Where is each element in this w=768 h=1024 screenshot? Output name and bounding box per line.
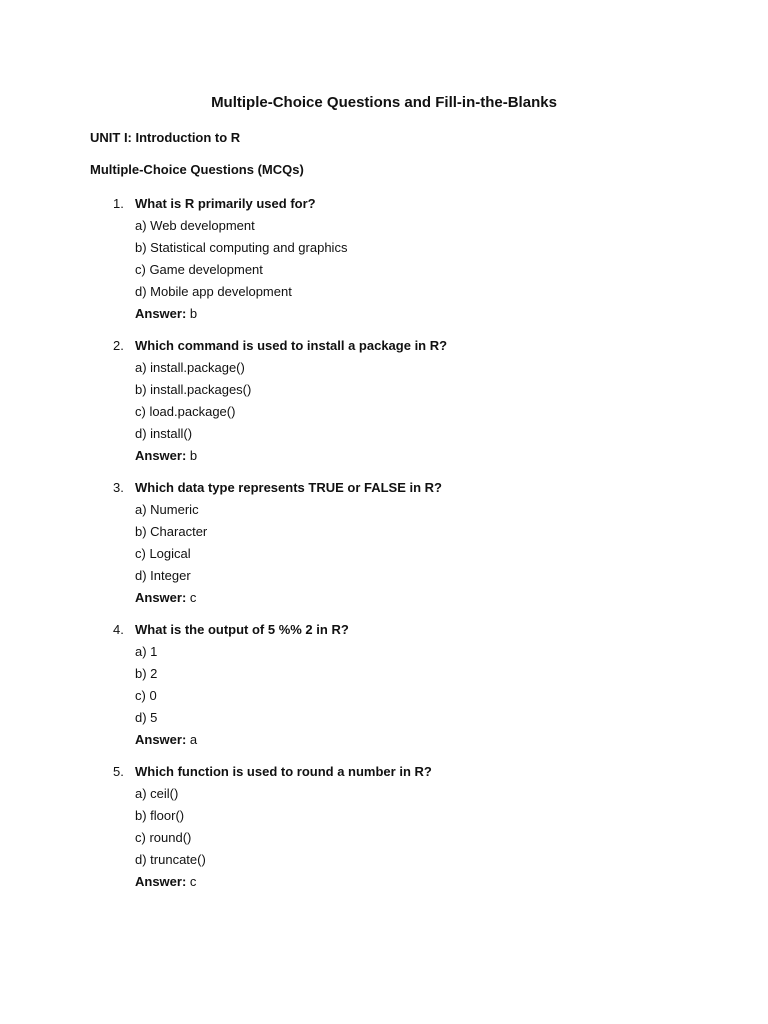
option-a: a) install.package() [135, 360, 245, 375]
answer-value: b [189, 306, 198, 321]
option-c: c) round() [135, 830, 192, 845]
answer-value: c [189, 874, 197, 889]
option-c: c) Game development [135, 262, 263, 277]
option-b: b) install.packages() [135, 382, 252, 397]
question-number: 4. [113, 622, 124, 637]
question-item [0, 477, 768, 609]
answer-value: c [189, 590, 197, 605]
question-text: Which function is used to round a number in R? [135, 764, 432, 779]
option-a: a) ceil() [135, 786, 179, 801]
answer-line [135, 303, 768, 325]
question-number: 2. [113, 338, 124, 353]
question-number: 5. [113, 764, 124, 779]
document-title: Multiple-Choice Questions and Fill-in-the-Blanks [211, 94, 557, 111]
option-d: d) Integer [135, 568, 191, 583]
question-text: What is the output of 5 %% 2 in R? [135, 622, 349, 637]
answer-line [135, 587, 768, 609]
question-text: What is R primarily used for? [135, 196, 316, 211]
option-d: d) install() [135, 426, 193, 441]
answer-label: Answer: [135, 448, 187, 463]
section-heading: Multiple-Choice Questions (MCQs) [90, 162, 304, 177]
answer-line [135, 871, 768, 893]
option-b: b) floor() [135, 808, 185, 823]
option-c: c) 0 [135, 688, 157, 703]
question-list [0, 193, 768, 903]
answer-label: Answer: [135, 874, 187, 889]
option-b: b) Statistical computing and graphics [135, 240, 348, 255]
answer-line [135, 729, 768, 751]
question-item [0, 619, 768, 751]
option-a: a) Web development [135, 218, 255, 233]
answer-line [135, 445, 768, 467]
option-c: c) load.package() [135, 404, 236, 419]
answer-value: b [189, 448, 198, 463]
question-item [0, 193, 768, 325]
option-d: d) 5 [135, 710, 158, 725]
answer-label: Answer: [135, 732, 187, 747]
option-d: d) truncate() [135, 852, 206, 867]
question-item [0, 761, 768, 893]
option-b: b) Character [135, 524, 208, 539]
question-text: Which data type represents TRUE or FALSE in R? [135, 480, 442, 495]
option-a: a) 1 [135, 644, 158, 659]
question-item [0, 335, 768, 467]
option-d: d) Mobile app development [135, 284, 292, 299]
unit-heading: UNIT I: Introduction to R [90, 130, 241, 145]
question-number: 1. [113, 196, 124, 211]
answer-value: a [189, 732, 198, 747]
question-text: Which command is used to install a package in R? [135, 338, 448, 353]
question-number: 3. [113, 480, 124, 495]
answer-label: Answer: [135, 590, 187, 605]
option-c: c) Logical [135, 546, 191, 561]
option-b: b) 2 [135, 666, 158, 681]
option-a: a) Numeric [135, 502, 199, 517]
answer-label: Answer: [135, 306, 187, 321]
